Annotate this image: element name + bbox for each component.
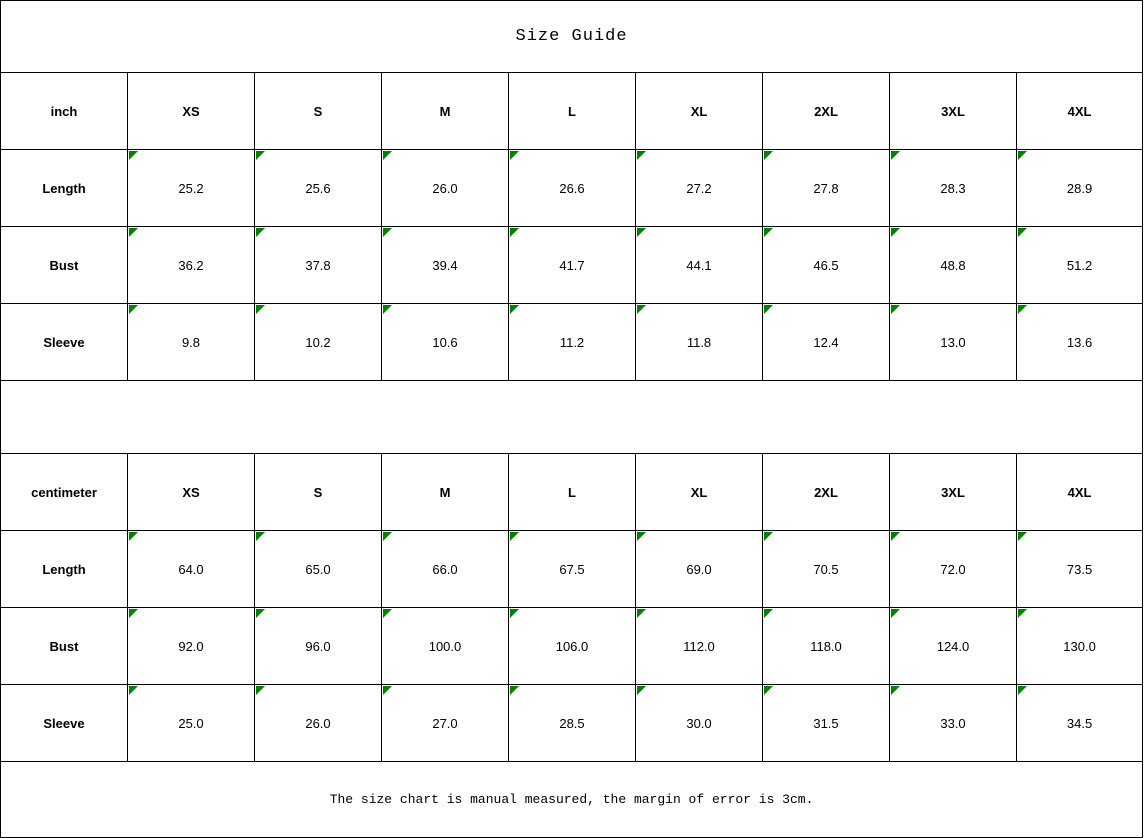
size-value-cell: [890, 608, 1017, 685]
size-value-cell: [128, 685, 255, 762]
size-value-cell: [509, 685, 636, 762]
size-value: 28.5: [559, 715, 585, 731]
cell-flag-icon: [764, 151, 773, 160]
size-value-cell: [890, 531, 1017, 608]
cell-flag-icon: [637, 532, 646, 541]
cell-flag-icon: [510, 151, 519, 160]
size-value: 72.0: [940, 561, 966, 577]
size-value-cell: [382, 150, 509, 227]
size-value: 118.0: [810, 638, 842, 654]
cell-flag-icon: [256, 686, 265, 695]
cell-flag-icon: [256, 305, 265, 314]
size-value: 33.0: [940, 715, 966, 731]
size-value: 11.2: [559, 334, 585, 350]
size-value-cell: [636, 150, 763, 227]
size-value: 124.0: [936, 638, 970, 654]
size-value: 27.0: [432, 715, 458, 731]
cell-flag-icon: [129, 609, 138, 618]
size-value-cell: [255, 304, 382, 381]
size-value-cell: [763, 531, 890, 608]
size-value-cell: [763, 304, 890, 381]
cell-flag-icon: [637, 609, 646, 618]
spacer-row: [1, 381, 1143, 454]
cell-flag-icon: [510, 228, 519, 237]
size-value-cell: [382, 227, 509, 304]
row-label-sleeve: Sleeve: [1, 304, 128, 381]
size-value-cell: [890, 227, 1017, 304]
size-value-cell: [382, 608, 509, 685]
size-value-cell: [255, 685, 382, 762]
size-value-cell: [382, 531, 509, 608]
size-value: 70.5: [813, 561, 839, 577]
size-value: 13.6: [1066, 334, 1093, 350]
cell-flag-icon: [891, 228, 900, 237]
row-label-bust: Bust: [1, 608, 128, 685]
table-row-inch-sleeve: [1, 304, 1143, 381]
size-value: 96.0: [305, 638, 331, 654]
cell-flag-icon: [383, 532, 392, 541]
size-value-cell: [1017, 685, 1143, 762]
size-value-cell: [509, 608, 636, 685]
cell-flag-icon: [891, 609, 900, 618]
size-value: 112.0: [683, 638, 715, 654]
size-value-cell: [636, 531, 763, 608]
cell-flag-icon: [891, 151, 900, 160]
size-value: 51.2: [1066, 257, 1093, 273]
size-value-cell: [128, 150, 255, 227]
cell-flag-icon: [891, 686, 900, 695]
table-row-cm-length: [1, 531, 1143, 608]
cell-flag-icon: [129, 532, 138, 541]
size-value: 36.2: [178, 257, 204, 273]
size-value: 10.6: [432, 334, 458, 350]
size-value-cell: [636, 227, 763, 304]
size-value: 31.5: [813, 715, 839, 731]
size-header-l: L: [509, 73, 636, 150]
spacer-cell: [1, 381, 1143, 454]
size-value: 67.5: [559, 561, 585, 577]
cell-flag-icon: [764, 532, 773, 541]
size-value: 11.8: [686, 334, 712, 350]
cell-flag-icon: [256, 609, 265, 618]
page-title: Size Guide: [1, 1, 1143, 73]
cell-flag-icon: [383, 305, 392, 314]
size-header-3xl: 3XL: [890, 73, 1017, 150]
cell-flag-icon: [891, 532, 900, 541]
cell-flag-icon: [1018, 686, 1027, 695]
footer-note: The size chart is manual measured, the margin of error is 3cm.: [1, 762, 1143, 838]
cell-flag-icon: [510, 532, 519, 541]
cell-flag-icon: [637, 228, 646, 237]
size-value: 27.8: [813, 180, 839, 196]
size-header-2xl: 2XL: [763, 454, 890, 531]
cell-flag-icon: [129, 686, 138, 695]
size-value-cell: [890, 685, 1017, 762]
cell-flag-icon: [129, 305, 138, 314]
size-value: 65.0: [305, 561, 331, 577]
cell-flag-icon: [256, 151, 265, 160]
size-value-cell: [509, 304, 636, 381]
size-value: 25.6: [305, 180, 331, 196]
size-value: 92.0: [178, 638, 204, 654]
size-value-cell: [128, 531, 255, 608]
size-header-s: S: [255, 454, 382, 531]
size-value-cell: [763, 227, 890, 304]
cell-flag-icon: [383, 609, 392, 618]
cell-flag-icon: [129, 151, 138, 160]
cell-flag-icon: [256, 228, 265, 237]
size-header-xs: XS: [128, 73, 255, 150]
size-value: 27.2: [686, 180, 712, 196]
size-value: 64.0: [178, 561, 204, 577]
cell-flag-icon: [1018, 228, 1027, 237]
size-header-m: M: [382, 73, 509, 150]
size-value: 25.0: [178, 715, 204, 731]
size-value: 10.2: [305, 334, 331, 350]
size-header-3xl: 3XL: [890, 454, 1017, 531]
cell-flag-icon: [1018, 609, 1027, 618]
size-value-cell: [763, 608, 890, 685]
row-label-length: Length: [1, 150, 128, 227]
size-value-cell: [1017, 608, 1143, 685]
table-row-inch-bust: [1, 227, 1143, 304]
size-value-cell: [763, 150, 890, 227]
size-value-cell: [1017, 227, 1143, 304]
table-row-inch-length: [1, 150, 1143, 227]
cell-flag-icon: [383, 686, 392, 695]
size-value: 106.0: [555, 638, 589, 654]
size-header-m: M: [382, 454, 509, 531]
cell-flag-icon: [1018, 532, 1027, 541]
size-value-cell: [1017, 531, 1143, 608]
size-value: 41.7: [559, 257, 585, 273]
cell-flag-icon: [1018, 305, 1027, 314]
unit-header-centimeter: centimeter: [1, 454, 128, 531]
row-label-bust: Bust: [1, 227, 128, 304]
size-value: 39.4: [432, 257, 458, 273]
cell-flag-icon: [1018, 151, 1027, 160]
size-header-l: L: [509, 454, 636, 531]
cell-flag-icon: [764, 305, 773, 314]
size-value: 100.0: [428, 638, 462, 654]
size-value: 37.8: [305, 257, 331, 273]
size-value-cell: [128, 304, 255, 381]
size-value: 48.8: [940, 257, 966, 273]
size-value: 73.5: [1066, 561, 1093, 577]
row-label-sleeve: Sleeve: [1, 685, 128, 762]
unit-header-inch: inch: [1, 73, 128, 150]
cell-flag-icon: [383, 228, 392, 237]
cell-flag-icon: [256, 532, 265, 541]
inch-header-row: [1, 73, 1143, 150]
cell-flag-icon: [637, 305, 646, 314]
size-value-cell: [890, 150, 1017, 227]
footer-row: [1, 762, 1143, 838]
size-value: 13.0: [940, 334, 966, 350]
cell-flag-icon: [129, 228, 138, 237]
size-value: 66.0: [432, 561, 458, 577]
size-value-cell: [382, 685, 509, 762]
size-value: 28.9: [1066, 180, 1093, 196]
size-value-cell: [763, 685, 890, 762]
title-row: [1, 1, 1143, 73]
size-header-2xl: 2XL: [763, 73, 890, 150]
size-value: 44.1: [686, 257, 712, 273]
size-value-cell: [636, 685, 763, 762]
size-value-cell: [1017, 304, 1143, 381]
size-value-cell: [509, 531, 636, 608]
cell-flag-icon: [510, 686, 519, 695]
size-value-cell: [255, 531, 382, 608]
cell-flag-icon: [637, 151, 646, 160]
size-value: 26.0: [305, 715, 331, 731]
size-value-cell: [255, 227, 382, 304]
size-header-xs: XS: [128, 454, 255, 531]
size-header-4xl: 4XL: [1017, 454, 1143, 531]
size-value-cell: [636, 608, 763, 685]
size-value: 30.0: [686, 715, 712, 731]
size-value: 69.0: [686, 561, 712, 577]
cell-flag-icon: [891, 305, 900, 314]
size-value-cell: [255, 150, 382, 227]
cell-flag-icon: [637, 686, 646, 695]
size-value: 46.5: [813, 257, 839, 273]
size-value-cell: [509, 227, 636, 304]
row-label-length: Length: [1, 531, 128, 608]
cell-flag-icon: [383, 151, 392, 160]
size-value-cell: [1017, 150, 1143, 227]
size-value-cell: [128, 608, 255, 685]
table-row-cm-sleeve: [1, 685, 1143, 762]
cell-flag-icon: [764, 686, 773, 695]
size-header-4xl: 4XL: [1017, 73, 1143, 150]
cell-flag-icon: [764, 228, 773, 237]
size-value-cell: [128, 227, 255, 304]
cell-flag-icon: [764, 609, 773, 618]
size-value-cell: [255, 608, 382, 685]
cell-flag-icon: [510, 609, 519, 618]
size-value-cell: [636, 304, 763, 381]
size-value: 34.5: [1066, 715, 1093, 731]
centimeter-header-row: [1, 454, 1143, 531]
size-value: 26.0: [432, 180, 458, 196]
size-value: 28.3: [940, 180, 966, 196]
size-value: 9.8: [181, 334, 201, 350]
size-value-cell: [382, 304, 509, 381]
size-value-cell: [890, 304, 1017, 381]
cell-flag-icon: [510, 305, 519, 314]
size-header-xl: XL: [636, 73, 763, 150]
size-value: 25.2: [178, 180, 204, 196]
size-value-cell: [509, 150, 636, 227]
table-row-cm-bust: [1, 608, 1143, 685]
size-header-s: S: [255, 73, 382, 150]
size-value: 12.4: [813, 334, 839, 350]
size-value: 26.6: [559, 180, 585, 196]
size-header-xl: XL: [636, 454, 763, 531]
size-value: 130.0: [1063, 638, 1096, 654]
